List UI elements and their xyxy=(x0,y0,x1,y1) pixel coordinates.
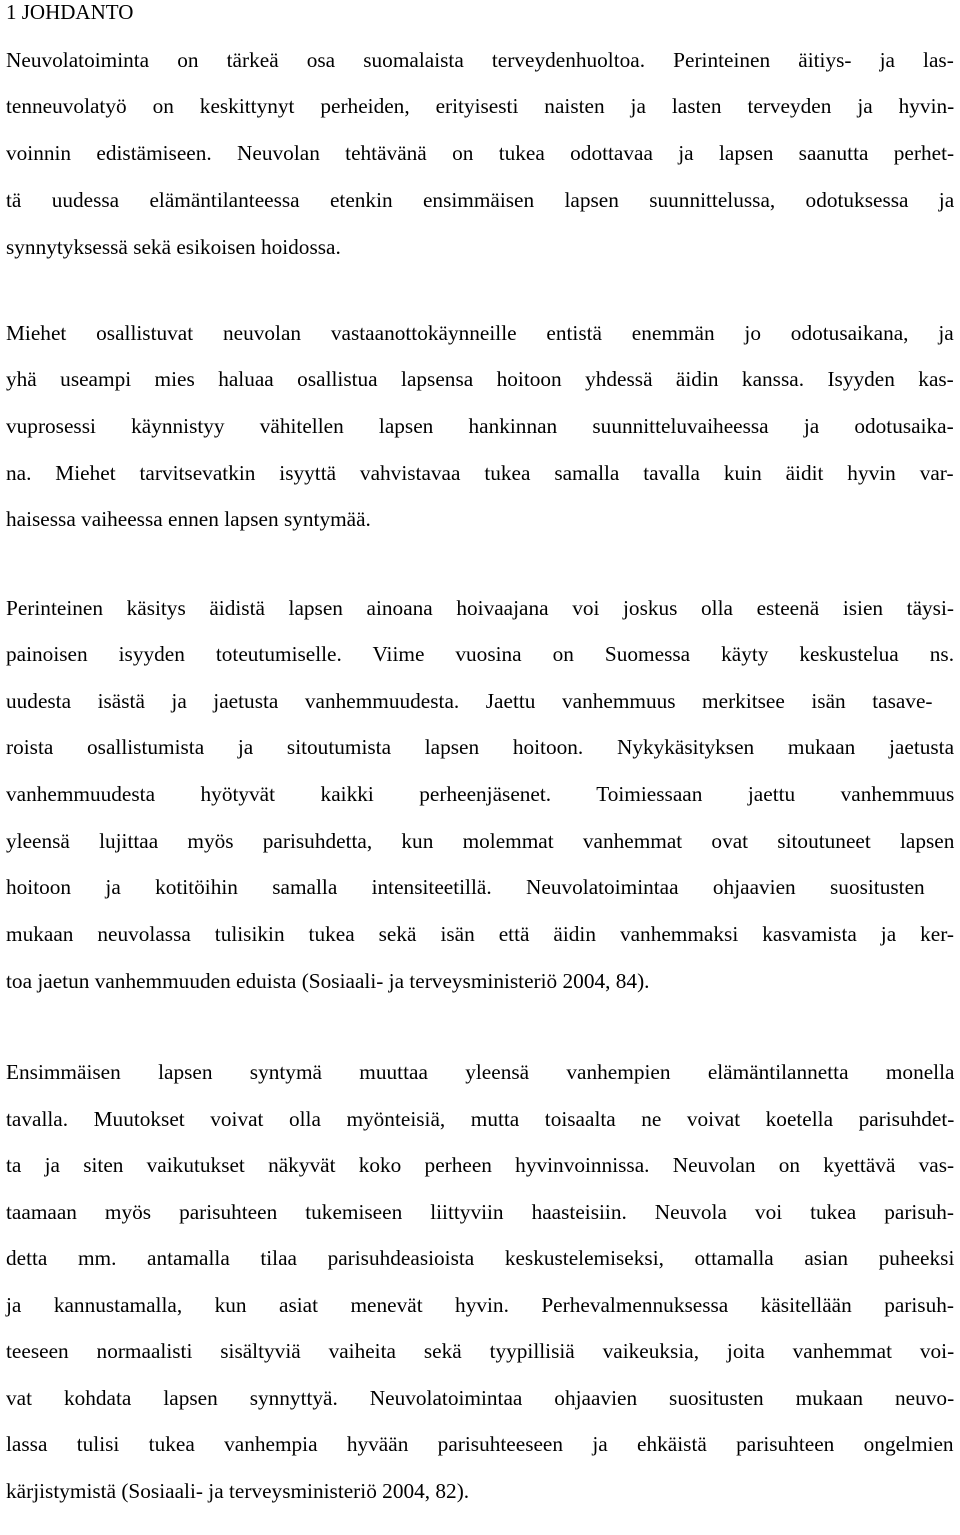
text-line: mukaan neuvolassa tulisikin tukea sekä isän että äidin vanhemmaksi kasvamista ja ker- xyxy=(6,922,954,946)
text-line: ja kannustamalla, kun asiat menevät hyvin. Perhevalmennuksessa käsitellään parisuh- xyxy=(6,1293,954,1317)
text-line: Ensimmäisen lapsen syntymä muuttaa yleensä vanhempien elämäntilannetta monella xyxy=(6,1060,955,1084)
text-line: taamaan myös parisuhteen tukemiseen liittyviin haasteisiin. Neuvola voi tukea parisuh- xyxy=(6,1200,955,1224)
text-line: synnytyksessä sekä esikoisen hoidossa. xyxy=(6,235,341,259)
text-line: vuprosessi käynnistyy vähitellen lapsen hankinnan suunnitteluvaiheessa ja odotusaika- xyxy=(6,414,954,438)
text-line: tavalla. Muutokset voivat olla myönteisiä, mutta toisaalta ne voivat koetella parisuhdet- xyxy=(6,1107,955,1131)
text-line: yhä useampi mies haluaa osallistua lapsensa hoitoon yhdessä äidin kanssa. Isyyden kas- xyxy=(6,367,954,391)
text-line: tä uudessa elämäntilanteessa etenkin ensimmäisen lapsen suunnittelussa, odotuksessa ja xyxy=(6,188,955,212)
text-line: uudesta isästä ja jaetusta vanhemmuudesta. Jaettu vanhemmuus merkitsee isän tasave- xyxy=(6,689,933,713)
text-line: haisessa vaiheessa ennen lapsen syntymää. xyxy=(6,507,371,531)
text-line: teeseen normaalisti sisältyviä vaiheita sekä tyypillisiä vaikeuksia, joita vanhemmat voi- xyxy=(6,1339,955,1363)
text-line: Miehet osallistuvat neuvolan vastaanottokäynneille entistä enemmän jo odotusaikana, ja xyxy=(6,321,954,345)
text-line: tenneuvolatyö on keskittynyt perheiden, erityisesti naisten ja lasten terveyden ja hyvin- xyxy=(6,94,955,118)
text-line: ta ja siten vaikutukset näkyvät koko perheen hyvinvoinnissa. Neuvolan on kyettävä vas- xyxy=(6,1153,955,1177)
text-line: roista osallistumista ja sitoutumista lapsen hoitoon. Nykykäsityksen mukaan jaetusta xyxy=(6,735,955,759)
text-line: voinnin edistämiseen. Neuvolan tehtävänä on tukea odottavaa ja lapsen saanutta perhet- xyxy=(6,141,955,165)
text-line: vanhemmuudesta hyötyvät kaikki perheenjäsenet. Toimiessaan jaettu vanhemmuus xyxy=(6,782,955,806)
text-line: vat kohdata lapsen synnyttyä. Neuvolatoimintaa ohjaavien suositusten mukaan neuvo- xyxy=(6,1386,955,1410)
text-line: lassa tulisi tukea vanhempia hyvään parisuhteeseen ja ehkäistä parisuhteen ongelmien xyxy=(6,1432,954,1456)
text-line: kärjistymistä (Sosiaali- ja terveysministeriö 2004, 82). xyxy=(6,1479,470,1503)
text-line: Perinteinen käsitys äidistä lapsen ainoana hoivaajana voi joskus olla esteenä isien täysi- xyxy=(6,596,954,620)
text-line: painoisen isyyden toteutumiselle. Viime vuosina on Suomessa käyty keskustelua ns. xyxy=(6,642,955,666)
text-line: Neuvolatoiminta on tärkeä osa suomalaista terveydenhuoltoa. Perinteinen äitiys- ja las- xyxy=(6,48,954,72)
text-line: toa jaetun vanhemmuuden eduista (Sosiaali- ja terveysministeriö 2004, 84). xyxy=(6,969,650,993)
text-line: hoitoon ja kotitöihin samalla intensiteetillä. Neuvolatoimintaa ohjaavien suositusten xyxy=(6,875,925,899)
text-line: na. Miehet tarvitsevatkin isyyttä vahvistavaa tukea samalla tavalla kuin äidit hyvin var- xyxy=(6,461,954,485)
text-line: detta mm. antamalla tilaa parisuhdeasioista keskustelemiseksi, ottamalla asian puheeksi xyxy=(6,1246,955,1270)
text-line: yleensä lujittaa myös parisuhdetta, kun molemmat vanhemmat ovat sitoutuneet lapsen xyxy=(6,829,955,853)
section-heading: 1 JOHDANTO xyxy=(6,0,134,24)
